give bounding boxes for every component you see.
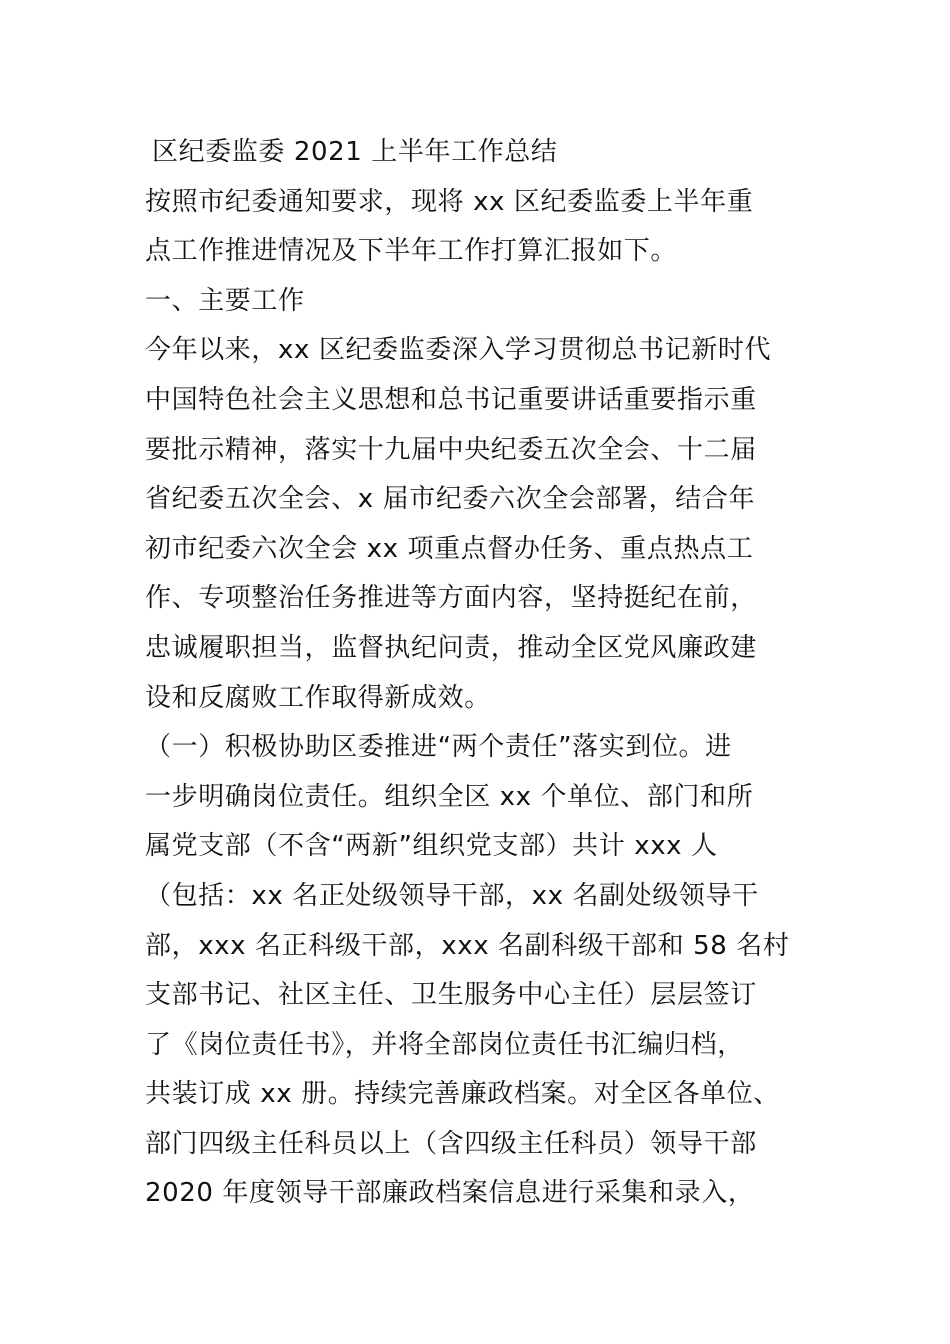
body-line: 忠诚履职担当，监督执纪问责，推动全区党风廉政建 [145,632,757,663]
body-line: 今年以来，xx 区纪委监委深入学习贯彻总书记新时代 [145,335,772,366]
body-line: 要批示精神，落实十九届中央纪委五次全会、十二届 [145,434,757,465]
body-line: 按照市纪委通知要求，现将 xx 区纪委监委上半年重 [145,186,754,217]
body-line: 部门四级主任科员以上（含四级主任科员）领导干部 [145,1128,757,1159]
body-line: 了《岗位责任书》，并将全部岗位责任书汇编归档， [145,1029,744,1060]
body-line: 省纪委五次全会、x 届市纪委六次全会部署，结合年 [145,484,756,515]
body-line: 支部书记、社区主任、卫生服务中心主任）层层签订 [145,980,757,1011]
body-line: 点工作推进情况及下半年工作打算汇报如下。 [145,236,678,267]
body-line: （包括：xx 名正处级领导干部，xx 名副处级领导干 [145,880,759,911]
body-line: 共装订成 xx 册。持续完善廉政档案。对全区各单位、 [145,1079,780,1110]
body-line: 作、专项整治任务推进等方面内容，坚持挺纪在前， [145,583,757,614]
body-line: 部，xxx 名正科级干部，xxx 名副科级干部和 58 名村 [145,930,790,961]
body-line: 中国特色社会主义思想和总书记重要讲话重要指示重 [145,384,757,415]
document-title: 区纪委监委 2021 上半年工作总结 [152,137,558,167]
body-line: 2020 年度领导干部廉政档案信息进行采集和录入， [145,1178,755,1209]
section-heading: 一、主要工作 [145,285,305,316]
body-line: 一步明确岗位责任。组织全区 xx 个单位、部门和所 [145,781,754,812]
body-line: 设和反腐败工作取得新成效。 [145,682,491,713]
subsection-line: （一）积极协助区委推进“两个责任”落实到位。进 [145,732,732,763]
body-line: 属党支部（不含“两新”组织党支部）共计 xxx 人 [145,831,718,862]
document-body [145,128,845,1219]
body-line: 初市纪委六次全会 xx 项重点督办任务、重点热点工 [145,533,754,564]
